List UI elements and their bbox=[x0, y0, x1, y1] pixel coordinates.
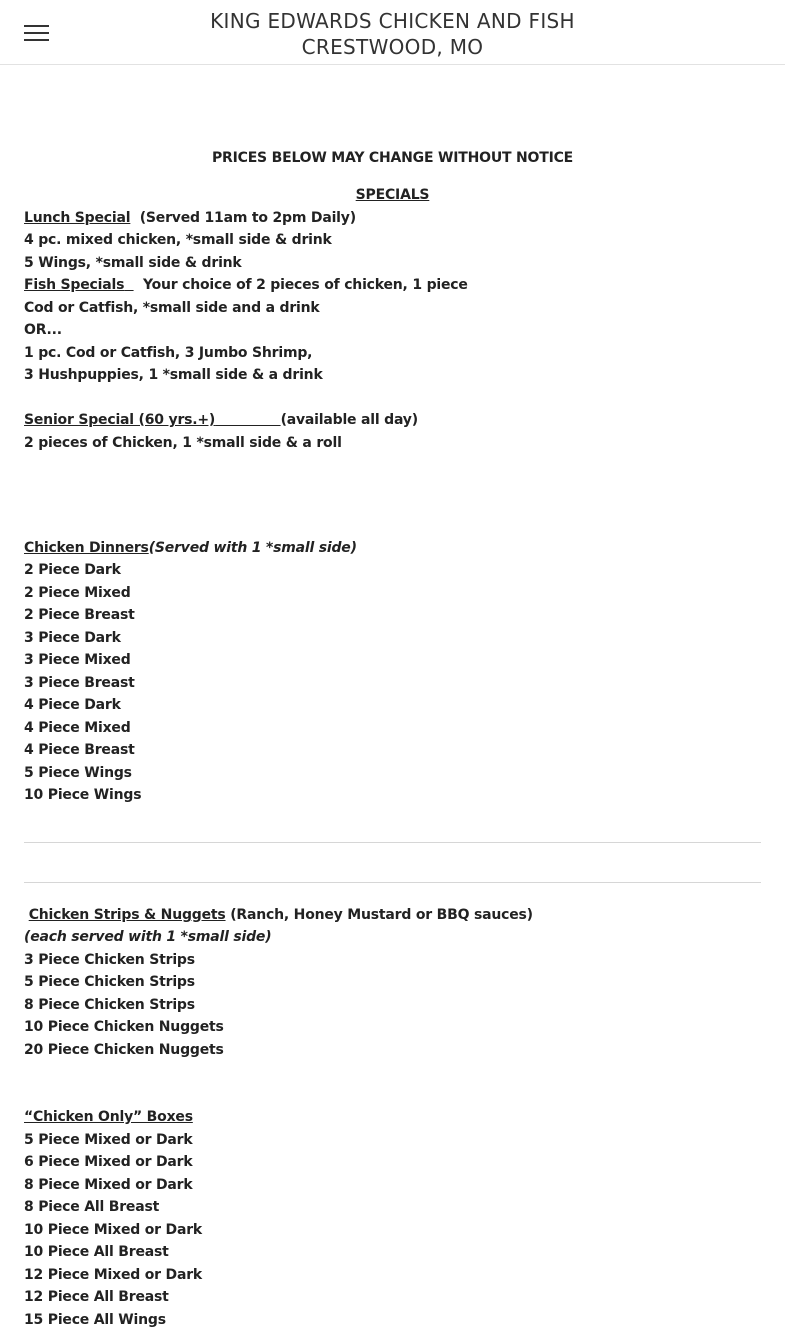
chicken-dinners-note: (Served with 1 *small side) bbox=[148, 540, 357, 556]
site-header bbox=[0, 0, 785, 65]
list-item: 3 Piece Dark bbox=[24, 630, 121, 646]
divider bbox=[24, 882, 761, 883]
list-item: 4 Piece Dark bbox=[24, 697, 121, 713]
strips-note: (each served with 1 *small side) bbox=[24, 929, 272, 945]
list-item: 5 Wings, *small side & drink bbox=[24, 255, 242, 271]
list-item: Cod or Catfish, *small side and a drink bbox=[24, 300, 320, 316]
list-item: 10 Piece Chicken Nuggets bbox=[24, 1019, 224, 1035]
fish-special-line bbox=[24, 276, 468, 294]
strips-sauces: (Ranch, Honey Mustard or BBQ sauces) bbox=[230, 907, 533, 923]
senior-special-label: Senior Special (60 yrs.+) bbox=[24, 412, 216, 428]
boxes-heading: “Chicken Only” Boxes bbox=[24, 1109, 193, 1125]
strips-heading-line bbox=[24, 906, 533, 924]
fish-special-label: Fish Specials bbox=[24, 277, 125, 293]
list-item: 5 Piece Chicken Strips bbox=[24, 974, 195, 990]
list-item: 2 Piece Mixed bbox=[24, 585, 131, 601]
list-item: 12 Piece All Breast bbox=[24, 1289, 169, 1305]
list-item: 3 Piece Mixed bbox=[24, 652, 131, 668]
list-item: 2 Piece Breast bbox=[24, 607, 135, 623]
list-item: 10 Piece Mixed or Dark bbox=[24, 1222, 203, 1238]
site-title[interactable] bbox=[100, 8, 685, 60]
chicken-dinners-heading-line bbox=[24, 539, 357, 557]
list-item: 4 Piece Breast bbox=[24, 742, 135, 758]
lunch-special-label: Lunch Special bbox=[24, 210, 131, 226]
price-notice: PRICES BELOW MAY CHANGE WITHOUT NOTICE bbox=[211, 150, 574, 166]
list-item: 15 Piece All Wings bbox=[24, 1312, 166, 1328]
hamburger-menu-icon[interactable] bbox=[24, 23, 50, 43]
list-item: 2 pieces of Chicken, 1 *small side & a roll bbox=[24, 435, 342, 451]
list-item: OR... bbox=[24, 322, 62, 338]
fish-special-desc: Your choice of 2 pieces of chicken, 1 piece bbox=[142, 277, 468, 293]
list-item: 1 pc. Cod or Catfish, 3 Jumbo Shrimp, bbox=[24, 345, 313, 361]
list-item: 3 Hushpuppies, 1 *small side & a drink bbox=[24, 367, 323, 383]
list-item: 10 Piece All Breast bbox=[24, 1244, 169, 1260]
strips-heading: Chicken Strips & Nuggets bbox=[28, 907, 226, 923]
divider bbox=[24, 842, 761, 843]
lunch-special-line bbox=[24, 209, 356, 227]
list-item: 8 Piece Mixed or Dark bbox=[24, 1177, 193, 1193]
site-title-line1: KING EDWARDS CHICKEN AND FISH bbox=[210, 9, 575, 33]
list-item: 3 Piece Chicken Strips bbox=[24, 952, 195, 968]
senior-special-note: (available all day) bbox=[280, 412, 418, 428]
list-item: 8 Piece Chicken Strips bbox=[24, 997, 195, 1013]
list-item: 8 Piece All Breast bbox=[24, 1199, 160, 1215]
list-item: 20 Piece Chicken Nuggets bbox=[24, 1042, 224, 1058]
list-item: 12 Piece Mixed or Dark bbox=[24, 1267, 203, 1283]
list-item: 5 Piece Mixed or Dark bbox=[24, 1132, 193, 1148]
list-item: 3 Piece Breast bbox=[24, 675, 135, 691]
list-item: 4 Piece Mixed bbox=[24, 720, 131, 736]
list-item: 5 Piece Wings bbox=[24, 765, 132, 781]
specials-heading: SPECIALS bbox=[355, 187, 430, 203]
senior-special-line bbox=[24, 411, 418, 429]
list-item: 6 Piece Mixed or Dark bbox=[24, 1154, 193, 1170]
list-item: 4 pc. mixed chicken, *small side & drink bbox=[24, 232, 332, 248]
lunch-special-note: (Served 11am to 2pm Daily) bbox=[139, 210, 356, 226]
site-title-line2: CRESTWOOD, MO bbox=[301, 35, 484, 59]
chicken-dinners-heading: Chicken Dinners bbox=[24, 540, 149, 556]
list-item: 10 Piece Wings bbox=[24, 787, 142, 803]
list-item: 2 Piece Dark bbox=[24, 562, 121, 578]
